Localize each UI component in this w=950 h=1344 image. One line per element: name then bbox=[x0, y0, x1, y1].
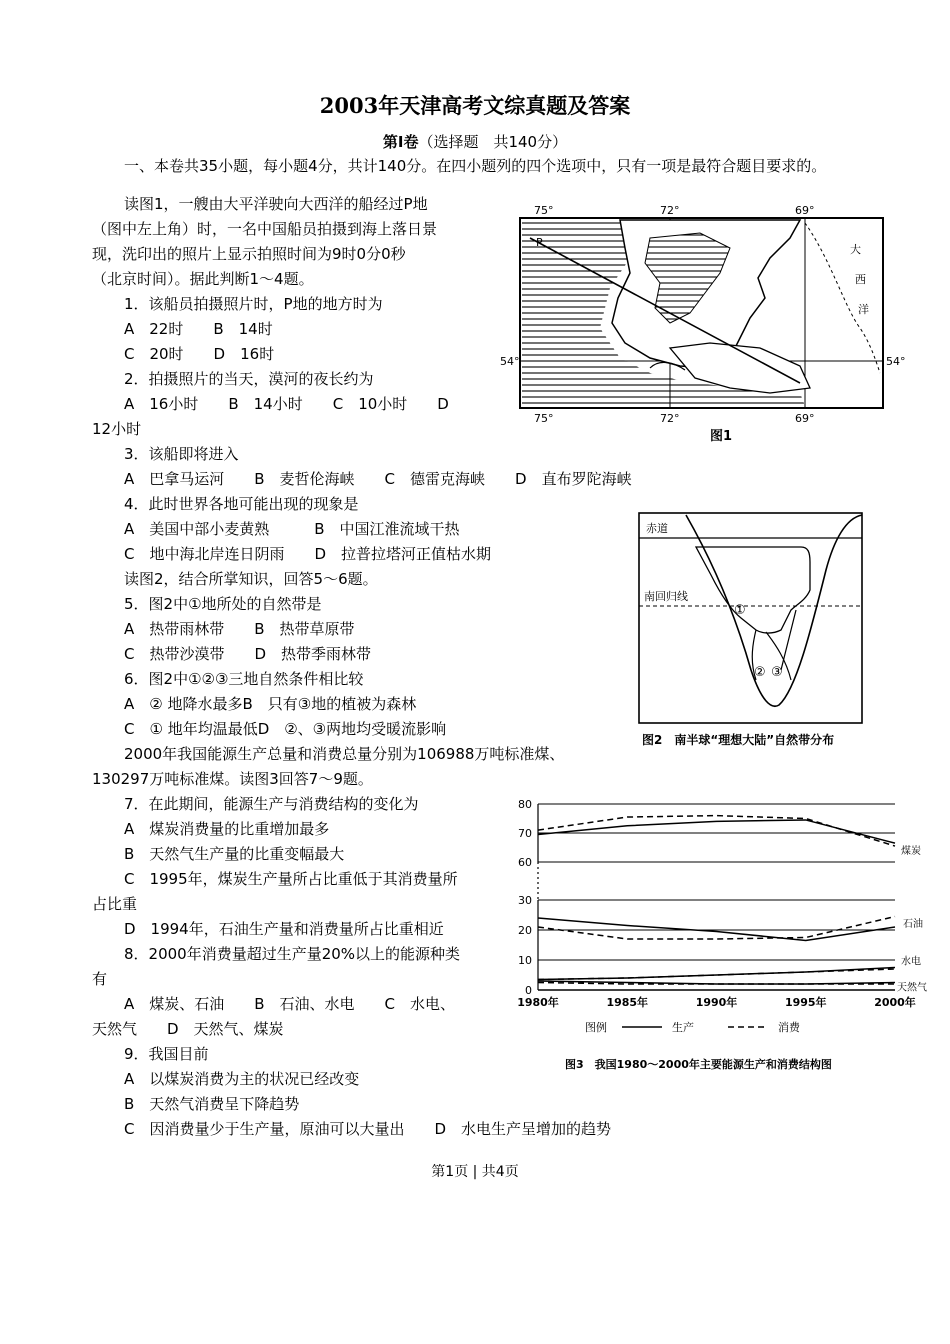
y-tick-label: 20 bbox=[518, 924, 532, 937]
x-tick-label: 1985年 bbox=[606, 996, 649, 1009]
legend-production-label: 生产 bbox=[672, 1021, 694, 1034]
x-tick-label: 1990年 bbox=[695, 996, 738, 1009]
atlantic-label-1: 大 bbox=[850, 243, 861, 256]
text-line: 现，洗印出的照片上显示拍照时间为9时0分0秒 bbox=[92, 245, 406, 263]
y-tick-label: 0 bbox=[525, 984, 532, 997]
question-8-options: A 煤炭、石油 B 石油、水电 C 水电、 bbox=[124, 995, 456, 1013]
question-7-options: B 天然气生产量的比重变幅最大 bbox=[124, 845, 345, 863]
question-9: 9．我国目前 bbox=[124, 1045, 209, 1063]
question-4-options: A 美国中部小麦黄熟 B 中国江淮流域干热 bbox=[124, 520, 460, 538]
text-line: 读图1，一艘由大平洋驶向大西洋的船经过P地 bbox=[124, 195, 428, 213]
zone-1-label: ① bbox=[734, 603, 746, 618]
question-7: 7．在此期间，能源生产与消费结构的变化为 bbox=[124, 795, 419, 813]
question-9-options: C 因消费量少于生产量，原油可以大量出 D 水电生产呈增加的趋势 bbox=[124, 1120, 612, 1138]
question-4-options: C 地中海北岸连日阴雨 D 拉普拉塔河正值枯水期 bbox=[124, 545, 492, 563]
text-line: 130297万吨标准煤。读图3回答7～9题。 bbox=[92, 770, 373, 788]
section-instructions: 一、本卷共35小题，每小题4分，共计140分。在四小题列的四个选项中，只有一项是最符合题目要求的。 bbox=[124, 157, 827, 175]
series-label: 石油 bbox=[903, 919, 923, 930]
series-label: 水电 bbox=[901, 956, 921, 968]
lon-label-75-top: 75° bbox=[534, 204, 554, 217]
equator-label: 赤道 bbox=[646, 522, 668, 535]
question-7-options: 占比重 bbox=[92, 895, 138, 913]
x-tick-label: 1995年 bbox=[784, 996, 827, 1009]
zone-2-label: ② bbox=[754, 665, 766, 680]
lon-label-69-bottom: 69° bbox=[795, 412, 815, 425]
lat-label-54-right: 54° bbox=[886, 355, 906, 368]
text-line: 读图2，结合所掌知识，回答5～6题。 bbox=[124, 570, 378, 588]
page-title: 2003年天津高考文综真题及答案 bbox=[319, 93, 631, 118]
lon-label-72-top: 72° bbox=[660, 204, 680, 217]
figure-3-chart bbox=[510, 792, 927, 1078]
question-1-options: A 22时 B 14时 bbox=[124, 320, 273, 338]
chart-axes bbox=[517, 798, 916, 1009]
text-line: （图中左上角）时，一名中国船员拍摄到海上落日景 bbox=[92, 220, 438, 238]
question-5-options: A 热带雨林带 B 热带草原带 bbox=[124, 620, 355, 638]
figure-2-caption: 图2 南半球“理想大陆”自然带分布 bbox=[642, 733, 835, 747]
question-7-options: A 煤炭消费量的比重增加最多 bbox=[124, 820, 330, 838]
text-line: （北京时间）。据此判断1～4题。 bbox=[92, 270, 314, 288]
text-line: 2000年我国能源生产总量和消费总量分别为106988万吨标准煤、 bbox=[124, 745, 565, 763]
chart-title: 图3 我国1980～2000年主要能源生产和消费结构图 bbox=[565, 1058, 832, 1071]
section-heading bbox=[0, 131, 950, 152]
question-7-options: C 1995年，煤炭生产量所占比重低于其消费量所 bbox=[124, 870, 458, 888]
y-tick-label: 60 bbox=[518, 856, 532, 869]
y-tick-label: 30 bbox=[518, 894, 532, 907]
question-6-options: A ② 地降水最多B 只有③地的植被为森林 bbox=[124, 695, 417, 713]
lon-label-75-bottom: 75° bbox=[534, 412, 554, 425]
series-label: 天然气 bbox=[897, 982, 927, 994]
figure-1-map bbox=[500, 198, 920, 448]
question-1: 1．该船员拍摄照片时，P地的地方时为 bbox=[124, 295, 383, 313]
series-production-line bbox=[538, 820, 895, 843]
question-9-options: B 天然气消费呈下降趋势 bbox=[124, 1095, 300, 1113]
series-label: 煤炭 bbox=[901, 846, 921, 858]
x-tick-label: 1980年 bbox=[517, 996, 559, 1009]
series-consumption-line bbox=[538, 816, 895, 846]
series-production-line bbox=[538, 968, 895, 980]
question-2-options: A 16小时 B 14小时 C 10小时 D bbox=[124, 395, 449, 413]
chart-legend bbox=[585, 1020, 801, 1034]
question-6: 6．图2中①②③三地自然条件相比较 bbox=[124, 670, 364, 688]
point-p-label: P bbox=[536, 236, 543, 249]
y-tick-label: 10 bbox=[518, 954, 532, 967]
section-heading-main: 第Ⅰ卷 bbox=[382, 133, 419, 151]
zone-3-label: ③ bbox=[771, 665, 783, 680]
legend-consumption-label: 消费 bbox=[778, 1021, 800, 1034]
question-8-options: 天然气 D 天然气、煤炭 bbox=[92, 1020, 284, 1038]
y-tick-label: 70 bbox=[518, 827, 532, 840]
figure-2-frame bbox=[639, 513, 862, 723]
question-1-options: C 20时 D 16时 bbox=[124, 345, 275, 363]
lon-label-72-bottom: 72° bbox=[660, 412, 680, 425]
lat-label-54-left: 54° bbox=[500, 355, 520, 368]
question-6-options: C ① 地年均温最低D ②、③两地均受暖流影响 bbox=[124, 720, 447, 738]
y-tick-label: 80 bbox=[518, 798, 532, 811]
chart-labels bbox=[897, 844, 927, 993]
section-heading-note: （选择题 共140分） bbox=[418, 133, 568, 151]
question-2: 2．拍摄照片的当天，漠河的夜长约为 bbox=[124, 370, 374, 388]
figure-2-diagram bbox=[636, 510, 876, 750]
legend-title: 图例 bbox=[585, 1021, 607, 1034]
atlantic-label-2: 西 bbox=[855, 273, 866, 286]
question-3-options: A 巴拿马运河 B 麦哲伦海峡 C 德雷克海峡 D 直布罗陀海峡 bbox=[124, 470, 632, 488]
page-footer: 第1页 | 共4页 bbox=[431, 1164, 519, 1180]
question-5: 5．图2中①地所处的自然带是 bbox=[124, 595, 322, 613]
atlantic-label-3: 洋 bbox=[858, 303, 869, 316]
tropic-label: 南回归线 bbox=[644, 590, 688, 603]
figure-1-caption: 图1 bbox=[710, 429, 733, 444]
question-7-options: D 1994年，石油生产量和消费量所占比重相近 bbox=[124, 920, 444, 938]
question-2-options: 12小时 bbox=[92, 420, 142, 438]
question-3: 3．该船即将进入 bbox=[124, 445, 239, 463]
question-4: 4．此时世界各地可能出现的现象是 bbox=[124, 495, 359, 513]
lon-label-69-top: 69° bbox=[795, 204, 815, 217]
x-tick-label: 2000年 bbox=[874, 996, 916, 1009]
question-8: 有 bbox=[92, 970, 108, 988]
question-9-options: A 以煤炭消费为主的状况已经改变 bbox=[124, 1070, 360, 1088]
question-8: 8．2000年消费量超过生产量20%以上的能源种类 bbox=[124, 945, 461, 963]
question-5-options: C 热带沙漠带 D 热带季雨林带 bbox=[124, 645, 372, 663]
